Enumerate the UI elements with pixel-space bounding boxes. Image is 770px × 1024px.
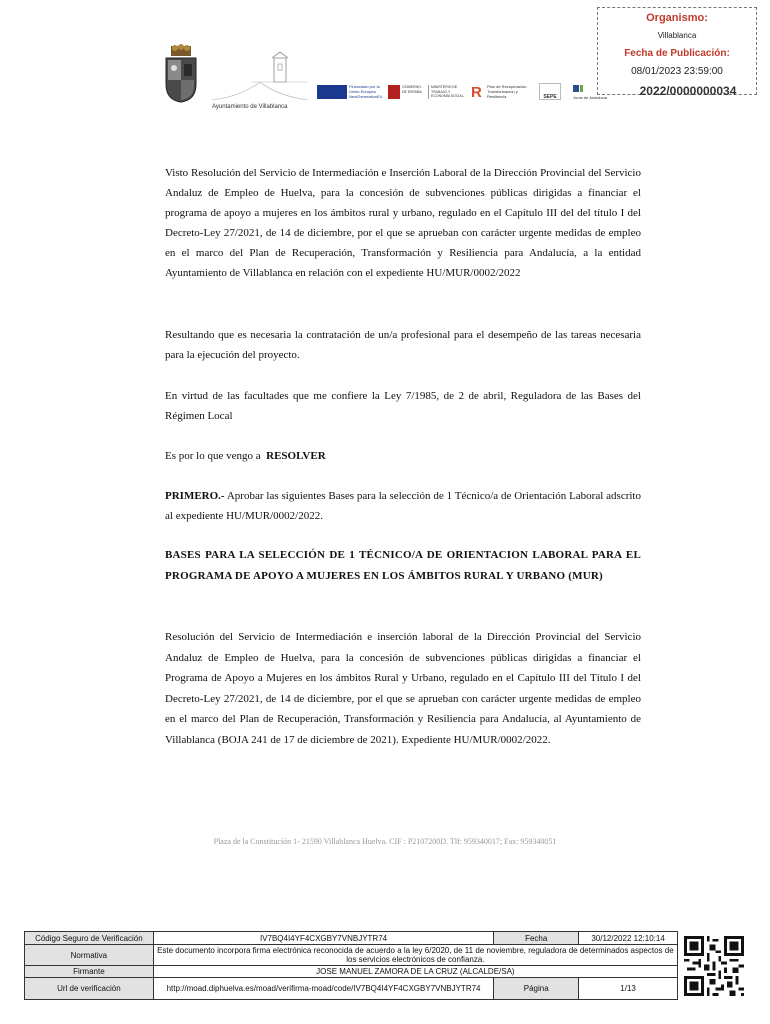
csv-label: Código Seguro de Verificación xyxy=(25,932,154,945)
footer-address: Plaza de la Constitución 1- 21590 Villablanca Huelva. CIF : P2107200D. Tlf: 959340017; Fax: 959340051 xyxy=(213,837,557,846)
sepe-logo: SEPE xyxy=(539,83,561,100)
ministry-text: MINISTERIO DE TRABAJO Y ECONOMÍA SOCIAL xyxy=(428,85,465,99)
town-crest-icon xyxy=(163,44,199,104)
url-value[interactable]: http://moad.diphuelva.es/moad/verifirma-moad/code/IV7BQ4I4YF4CXGBY7VNBJYTR74 xyxy=(153,978,494,1000)
firmante-value: JOSE MANUEL ZAMORA DE LA CRUZ (ALCALDE/SA) xyxy=(153,966,677,978)
spain-gov-icon xyxy=(388,85,400,99)
organismo-value: Villablanca xyxy=(657,31,697,40)
bases-heading xyxy=(165,545,641,587)
normativa-value: Este documento incorpora firma electrónica reconocida de acuerdo a la ley 6/2020, de 11 de noviembre, reguladora de determinados aspectos de los servicios electrónicos de confianza. xyxy=(153,945,677,966)
primero-text: Aprobar las siguientes Bases para la selección de 1 Técnico/a de Orientación Laboral adscrito al expediente HU/MUR/0002/2022. xyxy=(165,490,641,522)
table-row xyxy=(25,978,678,1000)
paragraph-primero xyxy=(165,486,641,526)
pagina-label: Página xyxy=(494,978,579,1000)
eu-funding-text: Financiado por la Unión Europea NextGenerationEU xyxy=(349,84,383,99)
town-name: Ayuntamiento de Villablanca xyxy=(212,104,288,110)
firmante-label: Firmante xyxy=(25,966,154,978)
paragraph-visto-text: Visto Resolución del Servicio de Intermediación e Inserción Laboral de la Dirección Provincial del Servicio Andaluz de Empleo de Huelva, para la concesión de subvenciones públicas dirigidas a financiar el programa de apoyo a mujeres en los ámbitos rural y urbano, regulado en el Capítulo III del del título I del Decreto-Ley 27/2021, de 14 de diciembre, por el que se aprueban con carácter urgente medidas de empleo en el marco del Plan de Recuperación, Transformación y Resiliencia para Andalucía, a la entidad Ayuntamiento de Villablanca en relación con el expediente HU/MUR/0002/2022 xyxy=(165,167,641,279)
junta-andalucia-icon xyxy=(572,84,608,100)
resolver-bold: RESOLVER xyxy=(266,450,326,462)
paragraph-virtud-text: En virtud de las facultades que me confiere la Ley 7/1985, de 2 de abril, Reguladora de las Bases del Régimen Local xyxy=(165,390,641,422)
organismo-label: Organismo: xyxy=(646,12,708,24)
junta-text: Junta de Andalucía xyxy=(573,95,608,100)
primero-label: PRIMERO.- xyxy=(165,490,225,502)
resolver-prefix: Es por lo que vengo a xyxy=(165,450,261,462)
eu-flag-icon xyxy=(317,85,347,99)
fecha-publicacion-value: 08/01/2023 23:59:00 xyxy=(631,66,723,77)
fecha-value: 30/12/2022 12:10:14 xyxy=(579,932,678,945)
bases-heading-text: BASES PARA LA SELECCIÓN DE 1 TÉCNICO/A DE ORIENTACION LABORAL PARA EL PROGRAMA DE APOYO A MUJERES EN LOS ÁMBITOS RURAL Y URBANO (MUR) xyxy=(165,549,641,582)
fecha-label: Fecha xyxy=(494,932,579,945)
gov-text: GOBIERNO DE ESPAÑA xyxy=(402,85,422,94)
town-hall-icon xyxy=(212,52,308,110)
paragraph-resolucion-text: Resolución del Servicio de Intermediación e inserción laboral de la Dirección Provincial del Servicio Andaluz de Empleo de Huelva, para la concesión de subvenciones públicas dirigidas a financiar el Programa de Apoyo a Mujeres en los ámbitos Rural y Urbano, regulado en el Capítulo III del Título I del Decreto-Ley 27/2021, de 14 de diciembre, por el que se aprueban con carácter urgente medidas de empleo en el marco del Plan de Recuperación, Transformación y Resiliencia para Andalucía, al Ayuntamiento de Villablanca (BOJA 241 de 17 de diciembre de 2021). Expediente HU/MUR/0002/2022. xyxy=(165,631,641,746)
paragraph-resultando-text: Resultando que es necesaria la contratación de un/a profesional para el desempeño de las tareas necesaria para la ejecución del proyecto. xyxy=(165,329,641,361)
url-label: Url de verificación xyxy=(25,978,154,1000)
table-row xyxy=(25,945,678,966)
publication-stamp xyxy=(597,7,757,98)
normativa-label: Normativa xyxy=(25,945,154,966)
paragraph-resolver xyxy=(165,446,641,466)
paragraph-virtud xyxy=(165,386,641,426)
paragraph-visto xyxy=(165,163,641,283)
table-row xyxy=(25,932,678,945)
paragraph-resultando xyxy=(165,325,641,365)
pagina-value: 1/13 xyxy=(579,978,678,1000)
fecha-publicacion-label: Fecha de Publicación: xyxy=(624,48,730,59)
recovery-plan-text: Plan de Recuperación, Transformación y Resiliencia xyxy=(487,84,528,99)
table-row xyxy=(25,966,678,978)
csv-value: IV7BQ4I4YF4CXGBY7VNBJYTR74 xyxy=(153,932,494,945)
registro-numero: 2022/0000000034 xyxy=(639,84,737,98)
paragraph-resolucion xyxy=(165,627,641,751)
recovery-plan-icon: R xyxy=(471,84,482,101)
qr-code-icon xyxy=(684,936,744,996)
verification-table xyxy=(24,931,678,1000)
